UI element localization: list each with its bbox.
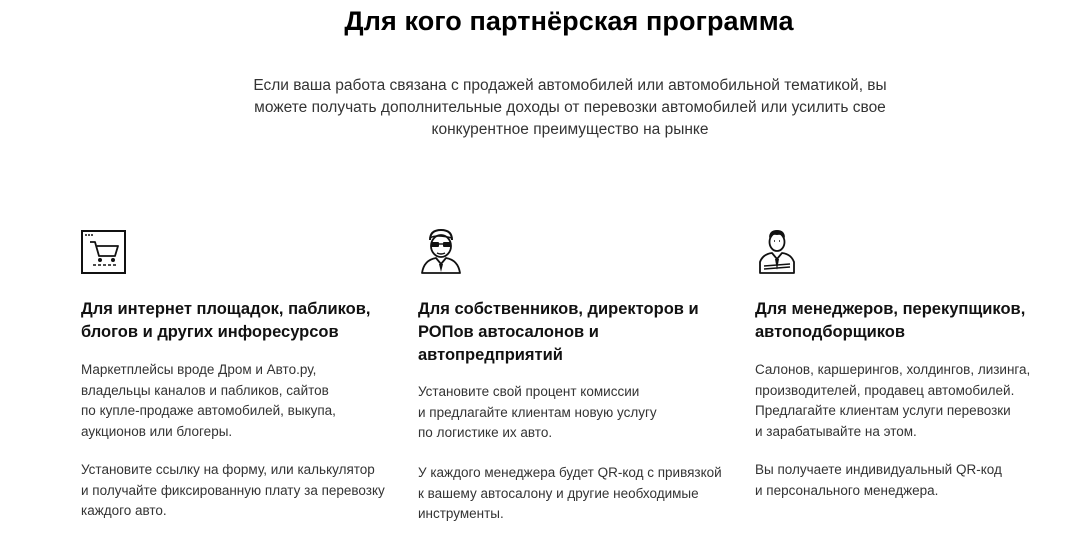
person-glasses-icon [418,226,466,276]
card-title: Для менеджеров, перекупщиков, автоподборщиков [755,300,1026,341]
section-title: Для кого партнёрская программа [344,6,794,36]
section-lead: Если ваша работа связана с продажей автомобилей или автомобильной тематикой, вы можете получать дополнительные доходы от перевозки автомобилей или усилить свое конкурентное преимущество на рынке [253,77,887,138]
card-title: Для собственников, директоров и РОПов автосалонов и автопредприятий [418,300,699,364]
audience-card-managers-resellers [755,226,1075,498]
shopping-cart-icon [81,226,129,276]
card-description: Установите свой процент комиссии и предлагайте клиентам новую услугу по логистике их авто. [418,384,657,440]
card-description: Салонов, каршерингов, холдингов, лизинга, производителей, продавец автомобилей. Предлагайте клиентам услуги перевозки и зарабатывайте на этом. [755,362,1031,439]
businessman-icon [755,226,803,276]
card-offer: У каждого менеджера будет QR-код с привязкой к вашему автосалону и другие необходимые инструменты. [418,465,722,521]
card-offer: Вы получаете индивидуальный QR-код и персонального менеджера. [755,462,1002,498]
card-title: Для интернет площадок, пабликов, блогов и других инфоресурсов [81,300,371,341]
card-description: Маркетплейсы вроде Дром и Авто.ру, владельцы каналов и пабликов, сайтов по купле-продаже автомобилей, выкупа, аукционов или блогеры. [81,362,336,439]
audience-card-owners-directors [418,226,738,521]
card-offer: Установите ссылку на форму, или калькулятор и получайте фиксированную плату за перевозку каждого авто. [81,462,385,518]
audience-card-online-resources [81,226,401,518]
